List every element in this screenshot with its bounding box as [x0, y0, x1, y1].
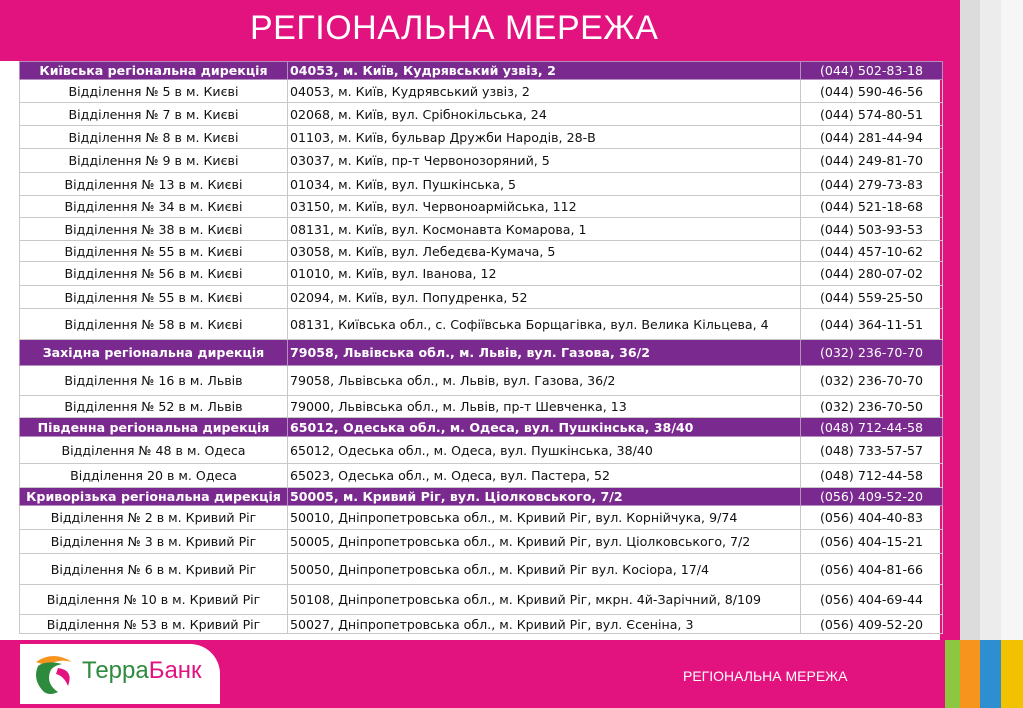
row-address: 65012, Одеська обл., м. Одеса, вул. Пушкінська, 38/40: [288, 418, 801, 437]
row-address: 01010, м. Київ, вул. Іванова, 12: [288, 262, 801, 286]
row-address: 02068, м. Київ, вул. Срібнокільська, 24: [288, 103, 801, 126]
row-name: Відділення № 16 в м. Львів: [20, 366, 288, 396]
row-name: Відділення № 48 в м. Одеса: [20, 437, 288, 464]
directorate-row: [20, 418, 943, 437]
branch-row: [20, 103, 943, 126]
row-phone: (044) 281-44-94: [801, 126, 943, 149]
row-address: 65012, Одеська обл., м. Одеса, вул. Пушкінська, 38/40: [288, 437, 801, 464]
branch-row: [20, 585, 943, 615]
row-phone: (044) 280-07-02: [801, 262, 943, 286]
row-name: Відділення № 52 в м. Львів: [20, 396, 288, 418]
row-address: 50027, Дніпропетровська обл., м. Кривий Ріг, вул. Єсеніна, 3: [288, 615, 801, 634]
row-phone: (032) 236-70-70: [801, 340, 943, 366]
row-phone: (032) 236-70-70: [801, 366, 943, 396]
header-bar: [0, 0, 940, 61]
branch-row: [20, 615, 943, 634]
row-phone: (048) 712-44-58: [801, 418, 943, 437]
row-address: 79000, Львівська обл., м. Львів, пр-т Шевченка, 13: [288, 396, 801, 418]
branch-row: [20, 554, 943, 585]
row-phone: (044) 457-10-62: [801, 241, 943, 262]
directorate-row: [20, 62, 943, 80]
row-address: 01034, м. Київ, вул. Пушкінська, 5: [288, 173, 801, 196]
row-address: 02094, м. Київ, вул. Попудренка, 52: [288, 286, 801, 309]
row-phone: (044) 249-81-70: [801, 149, 943, 173]
row-phone: (048) 712-44-58: [801, 464, 943, 488]
row-name: Київська регіональна дирекція: [20, 62, 288, 80]
row-address: 50005, м. Кривий Ріг, вул. Ціолковського, 7/2: [288, 488, 801, 506]
directorate-row: [20, 488, 943, 506]
row-phone: (044) 502-83-18: [801, 62, 943, 80]
branch-row: [20, 366, 943, 396]
row-name: Відділення № 2 в м. Кривий Ріг: [20, 506, 288, 530]
branches-table-wrap: [19, 61, 941, 634]
decorative-stripes: [940, 0, 1023, 708]
row-address: 79058, Львівська обл., м. Львів, вул. Газова, 36/2: [288, 340, 801, 366]
branch-row: [20, 464, 943, 488]
branch-row: [20, 530, 943, 554]
branch-row: [20, 262, 943, 286]
row-phone: (032) 236-70-50: [801, 396, 943, 418]
row-name: Західна регіональна дирекція: [20, 340, 288, 366]
row-name: Відділення № 3 в м. Кривий Ріг: [20, 530, 288, 554]
row-phone: (044) 559-25-50: [801, 286, 943, 309]
logo-part-2: Банк: [148, 657, 202, 684]
footer-title: РЕГІОНАЛЬНА МЕРЕЖА: [683, 668, 848, 684]
row-name: Відділення № 13 в м. Києві: [20, 173, 288, 196]
row-phone: (056) 409-52-20: [801, 615, 943, 634]
branch-row: [20, 196, 943, 218]
row-phone: (044) 574-80-51: [801, 103, 943, 126]
row-name: Відділення № 9 в м. Києві: [20, 149, 288, 173]
row-address: 04053, м. Київ, Кудрявський узвіз, 2: [288, 80, 801, 103]
row-name: Криворізька регіональна дирекція: [20, 488, 288, 506]
row-name: Відділення № 10 в м. Кривий Ріг: [20, 585, 288, 615]
row-name: Відділення № 56 в м. Києві: [20, 262, 288, 286]
row-address: 03150, м. Київ, вул. Червоноармійська, 112: [288, 196, 801, 218]
branch-row: [20, 396, 943, 418]
page-title: РЕГІОНАЛЬНА МЕРЕЖА: [250, 9, 659, 47]
row-phone: (056) 404-40-83: [801, 506, 943, 530]
row-phone: (056) 409-52-20: [801, 488, 943, 506]
terra-bank-logo-icon: [28, 652, 78, 696]
row-address: 50108, Дніпропетровська обл., м. Кривий Ріг, мкрн. 4й-Зарічний, 8/109: [288, 585, 801, 615]
branches-table: [19, 61, 943, 634]
row-address: 04053, м. Київ, Кудрявський узвіз, 2: [288, 62, 801, 80]
row-phone: (056) 404-69-44: [801, 585, 943, 615]
row-name: Відділення № 7 в м. Києві: [20, 103, 288, 126]
branch-row: [20, 506, 943, 530]
row-phone: (044) 590-46-56: [801, 80, 943, 103]
directorate-row: [20, 340, 943, 366]
row-name: Відділення № 6 в м. Кривий Ріг: [20, 554, 288, 585]
row-address: 08131, м. Київ, вул. Космонавта Комарова, 1: [288, 218, 801, 241]
row-name: Відділення № 5 в м. Києві: [20, 80, 288, 103]
row-phone: (044) 279-73-83: [801, 173, 943, 196]
row-name: Відділення 20 в м. Одеса: [20, 464, 288, 488]
row-name: Південна регіональна дирекція: [20, 418, 288, 437]
row-phone: (056) 404-15-21: [801, 530, 943, 554]
branch-row: [20, 218, 943, 241]
row-address: 65023, Одеська обл., м. Одеса, вул. Пастера, 52: [288, 464, 801, 488]
row-phone: (044) 503-93-53: [801, 218, 943, 241]
row-address: 79058, Львівська обл., м. Львів, вул. Газова, 36/2: [288, 366, 801, 396]
row-address: 08131, Київська обл., с. Софіївська Борщагівка, вул. Велика Кільцева, 4: [288, 309, 801, 340]
branch-row: [20, 173, 943, 196]
branch-row: [20, 286, 943, 309]
branch-row: [20, 437, 943, 464]
row-name: Відділення № 58 в м. Києві: [20, 309, 288, 340]
row-phone: (048) 733-57-57: [801, 437, 943, 464]
row-name: Відділення № 38 в м. Києві: [20, 218, 288, 241]
row-name: Відділення № 34 в м. Києві: [20, 196, 288, 218]
row-phone: (044) 364-11-51: [801, 309, 943, 340]
row-address: 03058, м. Київ, вул. Лебедєва-Кумача, 5: [288, 241, 801, 262]
branch-row: [20, 80, 943, 103]
row-name: Відділення № 55 в м. Києві: [20, 241, 288, 262]
row-name: Відділення № 53 в м. Кривий Ріг: [20, 615, 288, 634]
branch-row: [20, 241, 943, 262]
row-name: Відділення № 8 в м. Києві: [20, 126, 288, 149]
branch-row: [20, 309, 943, 340]
row-address: 50050, Дніпропетровська обл., м. Кривий Ріг вул. Косіора, 17/4: [288, 554, 801, 585]
logo-text: [82, 657, 202, 685]
row-address: 50005, Дніпропетровська обл., м. Кривий Ріг, вул. Ціолковського, 7/2: [288, 530, 801, 554]
branch-row: [20, 126, 943, 149]
row-address: 01103, м. Київ, бульвар Дружби Народів, 28-В: [288, 126, 801, 149]
row-phone: (056) 404-81-66: [801, 554, 943, 585]
row-name: Відділення № 55 в м. Києві: [20, 286, 288, 309]
logo-part-1: Терра: [82, 657, 149, 684]
row-phone: (044) 521-18-68: [801, 196, 943, 218]
branch-row: [20, 149, 943, 173]
row-address: 50010, Дніпропетровська обл., м. Кривий Ріг, вул. Корнійчука, 9/74: [288, 506, 801, 530]
row-address: 03037, м. Київ, пр-т Червонозоряний, 5: [288, 149, 801, 173]
